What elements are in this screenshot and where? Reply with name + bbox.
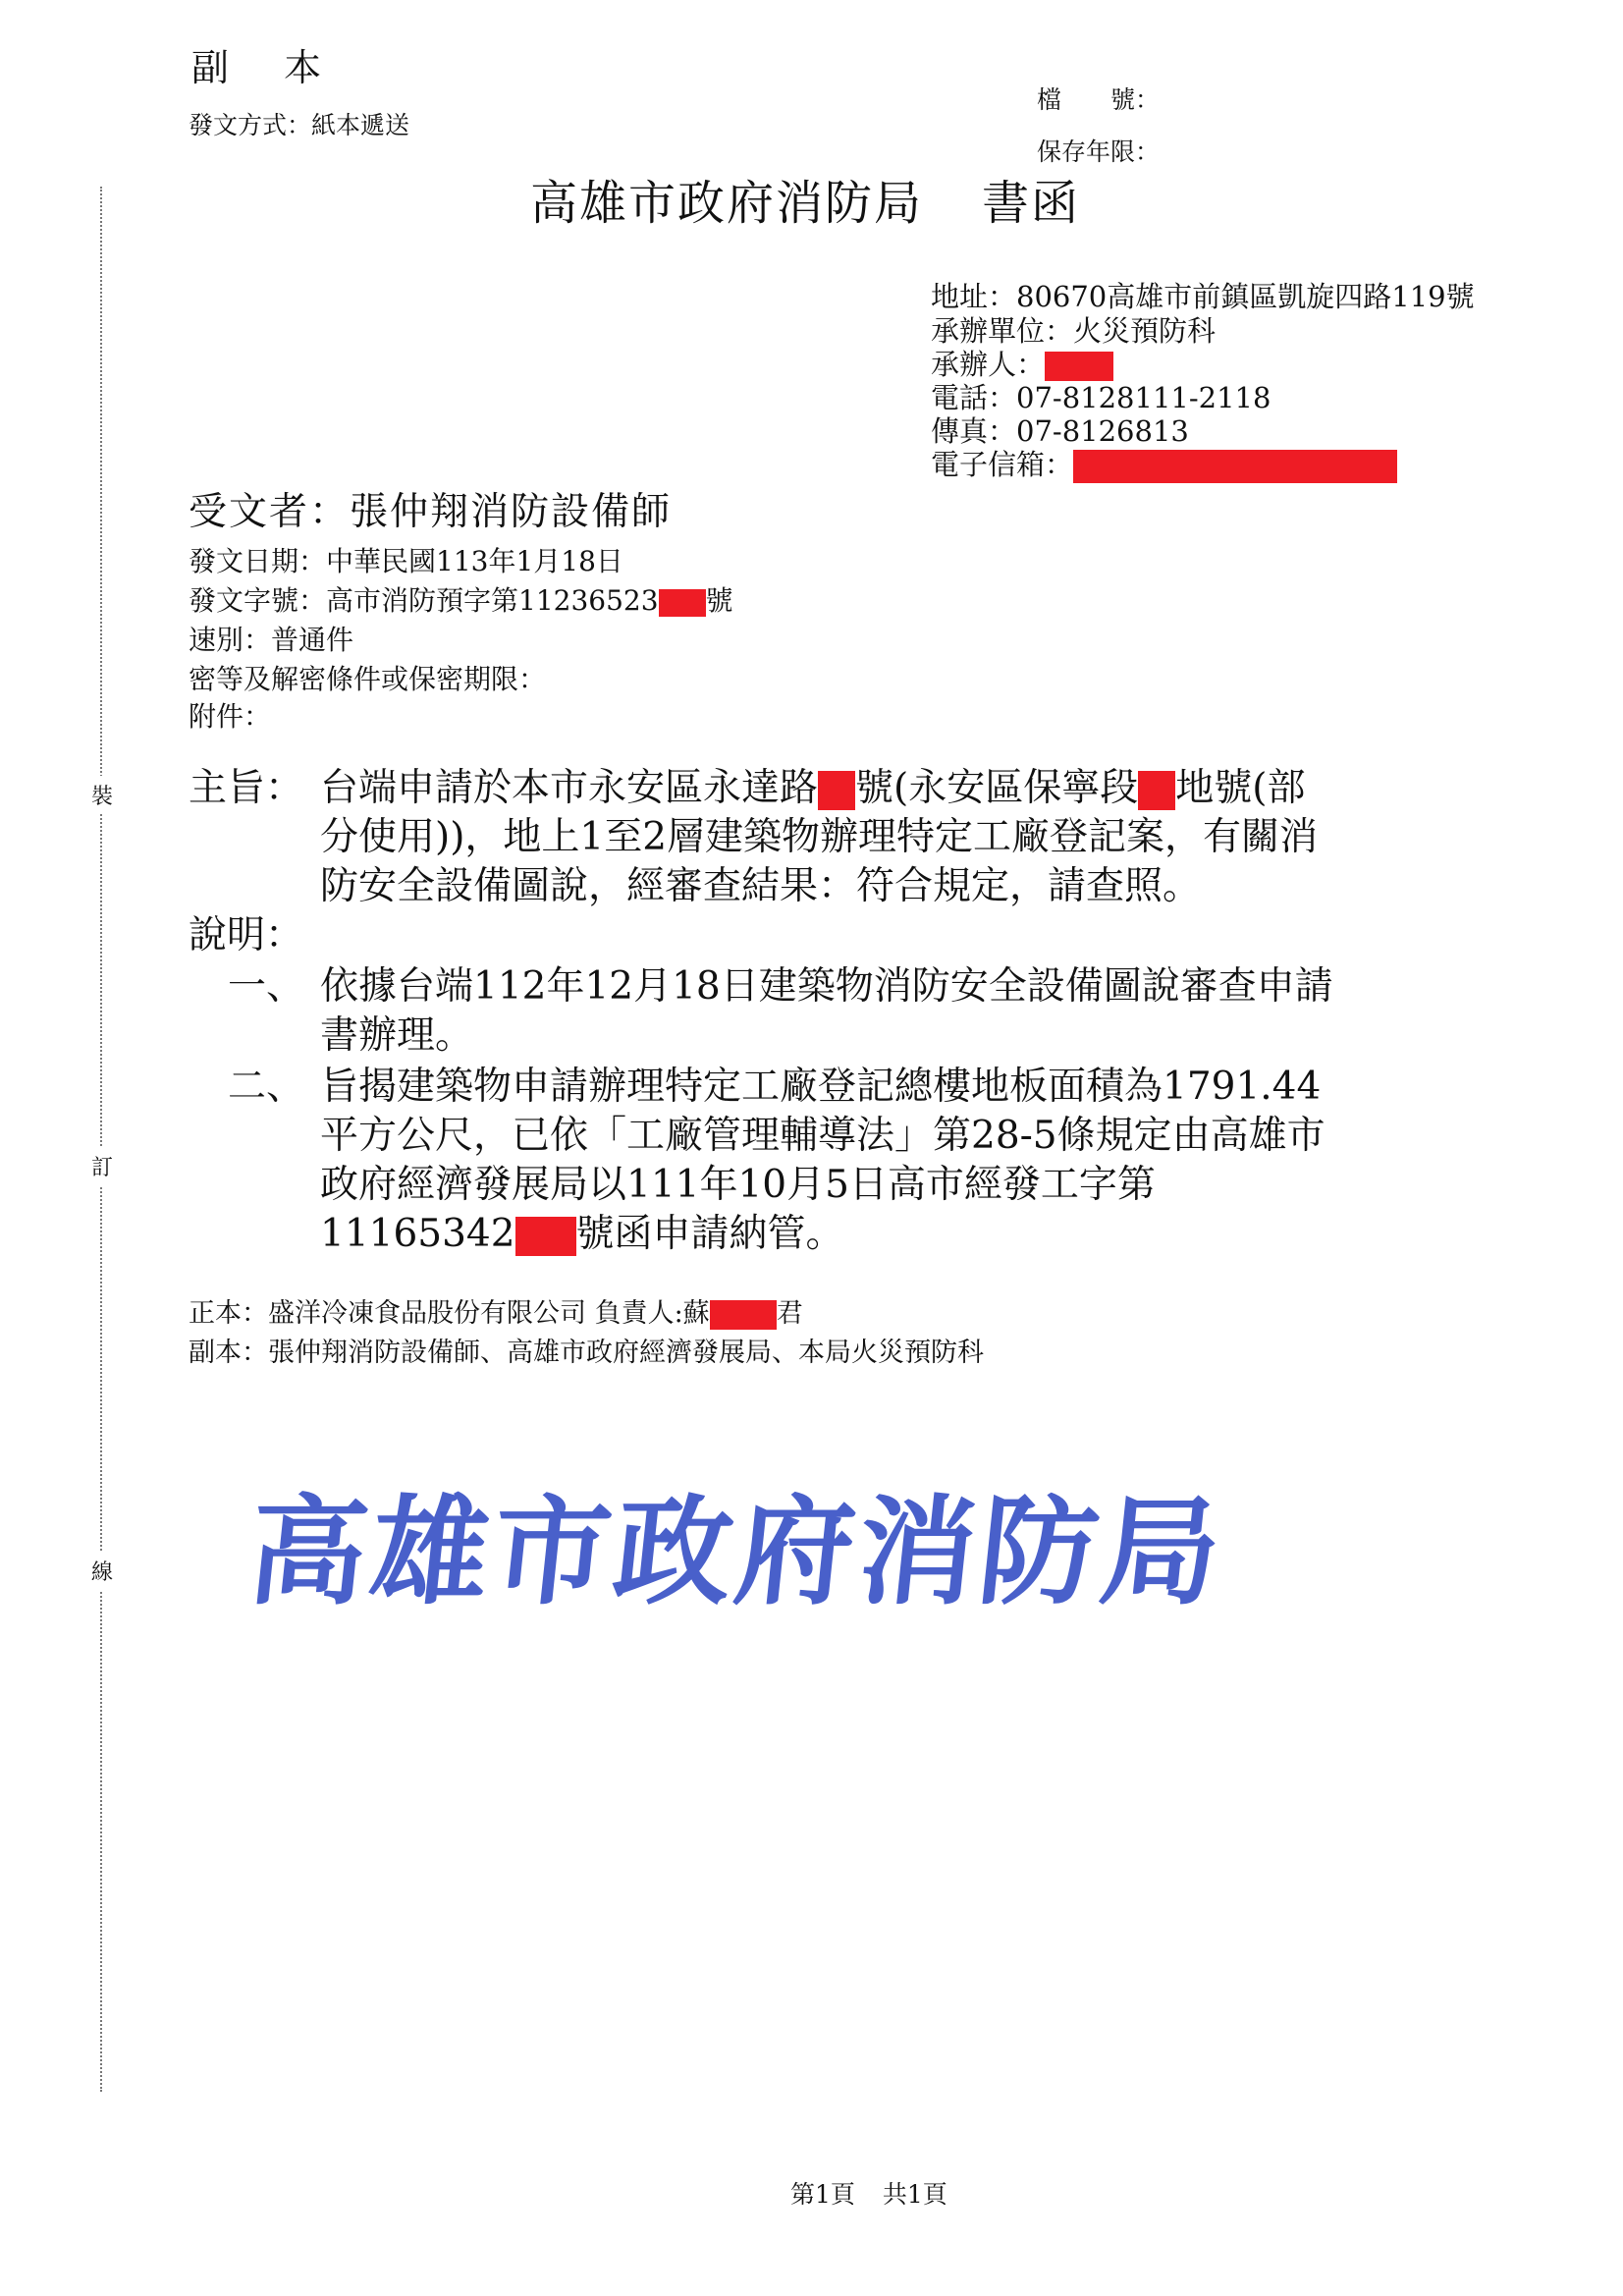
sender-fax: 傳真：07-8126813 xyxy=(931,414,1189,448)
handler-label: 承辦人： xyxy=(931,348,1046,381)
subject-line-1a: 台端申請於本市永安區永達路 xyxy=(320,766,819,810)
explanation-item-1-line-1: 依據台端112年12月18日建築物消防安全設備圖說審查申請 xyxy=(320,964,1333,1009)
redaction-letter-number xyxy=(515,1217,576,1256)
explanation-item-2-number: 二、 xyxy=(228,1065,305,1109)
explanation-item-2-line-4a: 11165342 xyxy=(320,1212,515,1256)
explanation-item-2-line-4b: 號函申請納管。 xyxy=(575,1212,844,1256)
sender-phone: 電話：07-8128111-2118 xyxy=(931,381,1271,414)
explanation-item-2-line-2: 平方公尺，已依「工廠管理輔導法」第28-5條規定由高雄市 xyxy=(320,1114,1325,1158)
redaction-handler xyxy=(1045,352,1113,381)
copy-mark: 副 本 xyxy=(191,46,344,89)
sender-address: 地址：80670高雄市前鎮區凱旋四路119號 xyxy=(931,280,1475,313)
copy-recipients: 副本：張仲翔消防設備師、高雄市政府經濟發展局、本局火災預防科 xyxy=(189,1338,984,1368)
redaction-doc-number xyxy=(659,589,706,617)
binding-char-xian: 線 xyxy=(91,1552,113,1590)
binding-char-ding: 訂 xyxy=(91,1147,113,1185)
sender-unit: 承辦單位：火災預防科 xyxy=(931,314,1217,348)
redaction-lot-number xyxy=(1138,771,1175,810)
subject-line-2: 分使用))，地上1至2層建築物辦理特定工廠登記案，有關消 xyxy=(320,815,1319,859)
page-total: 共1頁 xyxy=(882,2180,947,2209)
sender-handler xyxy=(931,348,1113,381)
redaction-responsible-person xyxy=(710,1300,777,1330)
binding-line xyxy=(100,187,102,2092)
explanation-item-2-line-1: 旨揭建築物申請辦理特定工廠登記總樓地板面積為1791.44 xyxy=(320,1065,1322,1109)
redaction-email xyxy=(1073,450,1397,483)
subject-line-1c: 地號(部 xyxy=(1175,766,1306,810)
subject-label: 主旨： xyxy=(189,766,304,810)
original-recipient-text: 正本：盛洋冷凍食品股份有限公司 負責人:蘇 xyxy=(189,1298,710,1329)
sender-email xyxy=(931,448,1397,483)
recipient: 受文者：張仲翔消防設備師 xyxy=(189,490,673,534)
secrecy-level: 密等及解密條件或保密期限： xyxy=(189,663,547,695)
page-number: 第1頁 xyxy=(790,2180,855,2209)
title-organization: 高雄市政府消防局 xyxy=(530,176,924,231)
document-title xyxy=(530,165,1080,233)
document-number-suffix: 號 xyxy=(705,584,733,617)
retention-period-label: 保存年限： xyxy=(1037,137,1161,166)
explanation-item-1-number: 一、 xyxy=(228,964,305,1009)
send-method: 發文方式：紙本遞送 xyxy=(189,111,410,139)
attachment: 附件： xyxy=(189,700,272,733)
delivery-speed: 速別：普通件 xyxy=(189,624,354,656)
document-number xyxy=(189,579,733,619)
subject-line-1 xyxy=(320,764,1305,813)
email-label: 電子信箱： xyxy=(931,448,1074,481)
original-recipient-honorific: 君 xyxy=(776,1298,803,1329)
issue-date: 發文日期：中華民國113年1月18日 xyxy=(189,545,623,577)
page-footer xyxy=(790,2175,947,2211)
explanation-item-2-line-3: 政府經濟發展局以111年10月5日高市經發工字第 xyxy=(320,1163,1156,1207)
title-type: 書函 xyxy=(982,176,1081,231)
explanation-item-2-line-4 xyxy=(320,1210,844,1259)
agency-seal-stamp: 高雄市政府消防局 xyxy=(242,1483,1231,1621)
binding-char-zhuang: 裝 xyxy=(91,776,113,814)
document-number-prefix: 發文字號：高市消防預字第11236523 xyxy=(189,584,659,617)
explanation-label: 說明： xyxy=(189,913,304,957)
original-recipient xyxy=(189,1291,803,1330)
file-number-label: 檔 號： xyxy=(1037,85,1161,114)
subject-line-3: 防安全設備圖說，經審查結果：符合規定，請查照。 xyxy=(320,864,1202,908)
subject-line-1b: 號(永安區保寧段 xyxy=(855,766,1139,810)
redaction-road-number xyxy=(818,771,855,810)
explanation-item-1-line-2: 書辦理。 xyxy=(320,1013,474,1058)
